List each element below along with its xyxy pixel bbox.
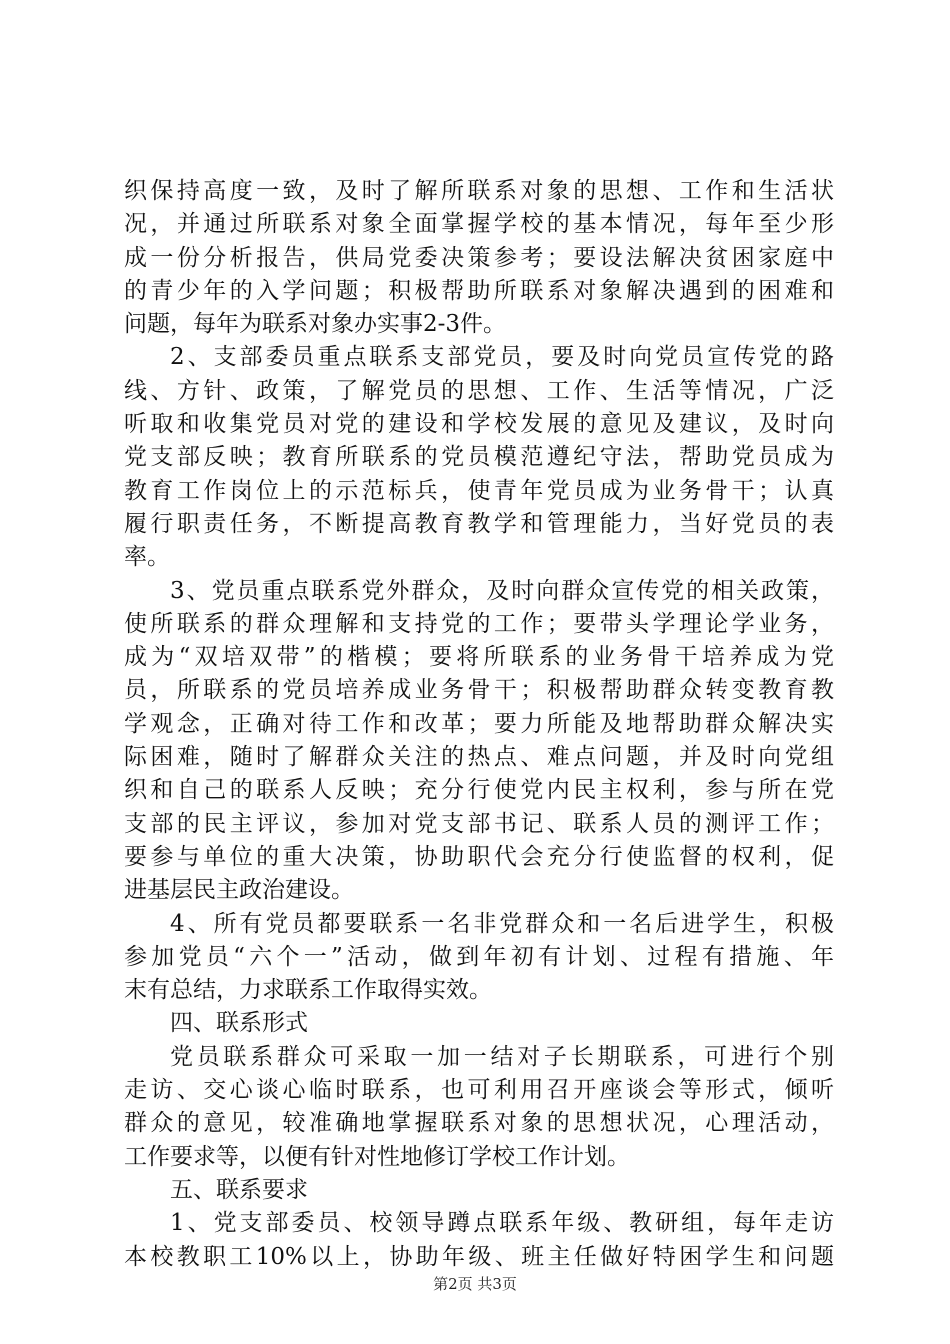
text-line: 党员联系群众可采取一加一结对子长期联系，可进行个别 <box>170 1043 834 1070</box>
text-line: 党支部反映；教育所联系的党员模范遵纪守法，帮助党员成为 <box>124 444 834 471</box>
text-line: 4、所有党员都要联系一名非党群众和一名后进学生，积极 <box>170 910 834 937</box>
text-line: 群众的意见，较准确地掌握联系对象的思想状况，心理活动， <box>124 1110 834 1137</box>
section-heading: 五、联系要求 <box>170 1176 308 1203</box>
text-line: 末有总结，力求联系工作取得实效。 <box>124 977 492 1004</box>
text-line: 工作要求等，以便有针对性地修订学校工作计划。 <box>124 1143 630 1170</box>
text-line: 际困难，随时了解群众关注的热点、难点问题，并及时向党组 <box>124 744 834 771</box>
text-line: 学观念，正确对待工作和改革；要力所能及地帮助群众解决实 <box>124 710 834 737</box>
text-line: 进基层民主政治建设。 <box>124 877 354 904</box>
text-line: 听取和收集党员对党的建设和学校发展的意见及建议，及时向 <box>124 411 834 438</box>
text-line: 成一份分析报告，供局党委决策参考；要设法解决贫困家庭中 <box>124 244 834 271</box>
document-body <box>124 175 834 1274</box>
text-line: 况，并通过所联系对象全面掌握学校的基本情况，每年至少形 <box>124 211 834 238</box>
text-line: 履行职责任务，不断提高教育教学和管理能力，当好党员的表 <box>124 510 834 537</box>
section-heading: 四、联系形式 <box>170 1010 308 1037</box>
page-number: 第2页 共3页 <box>433 1275 517 1293</box>
text-line: 1、党支部委员、校领导蹲点联系年级、教研组，每年走访 <box>170 1210 834 1237</box>
page-footer <box>0 1273 950 1294</box>
text-line: 问题，每年为联系对象办实事2-3件。 <box>124 311 507 338</box>
text-line: 2、支部委员重点联系支部党员，要及时向党员宣传党的路 <box>170 344 834 371</box>
text-line: 线、方针、政策，了解党员的思想、工作、生活等情况，广泛 <box>124 377 834 404</box>
text-line: 使所联系的群众理解和支持党的工作；要带头学理论学业务， <box>124 610 834 637</box>
text-line: 要参与单位的重大决策，协助职代会充分行使监督的权利，促 <box>124 843 834 870</box>
text-line: 织和自己的联系人反映；充分行使党内民主权利，参与所在党 <box>124 777 834 804</box>
text-line: 织保持高度一致，及时了解所联系对象的思想、工作和生活状 <box>124 178 834 204</box>
text-line: 的青少年的入学问题；积极帮助所联系对象解决遇到的困难和 <box>124 277 834 304</box>
text-line: 率。 <box>124 544 170 571</box>
text-line: 3、党员重点联系党外群众，及时向群众宣传党的相关政策， <box>170 577 834 604</box>
text-line: 支部的民主评议，参加对党支部书记、联系人员的测评工作； <box>124 810 834 837</box>
text-line: 本校教职工10%以上，协助年级、班主任做好特困学生和问题 <box>124 1243 834 1270</box>
text-line: 教育工作岗位上的示范标兵，使青年党员成为业务骨干；认真 <box>124 477 834 504</box>
text-line: 员，所联系的党员培养成业务骨干；积极帮助群众转变教育教 <box>124 677 834 704</box>
text-line: 走访、交心谈心临时联系，也可利用召开座谈会等形式，倾听 <box>124 1077 834 1104</box>
text-line: 成为“双培双带”的楷模；要将所联系的业务骨干培养成为党 <box>124 644 834 671</box>
text-line: 参加党员“六个一”活动，做到年初有计划、过程有措施、年 <box>124 943 834 970</box>
